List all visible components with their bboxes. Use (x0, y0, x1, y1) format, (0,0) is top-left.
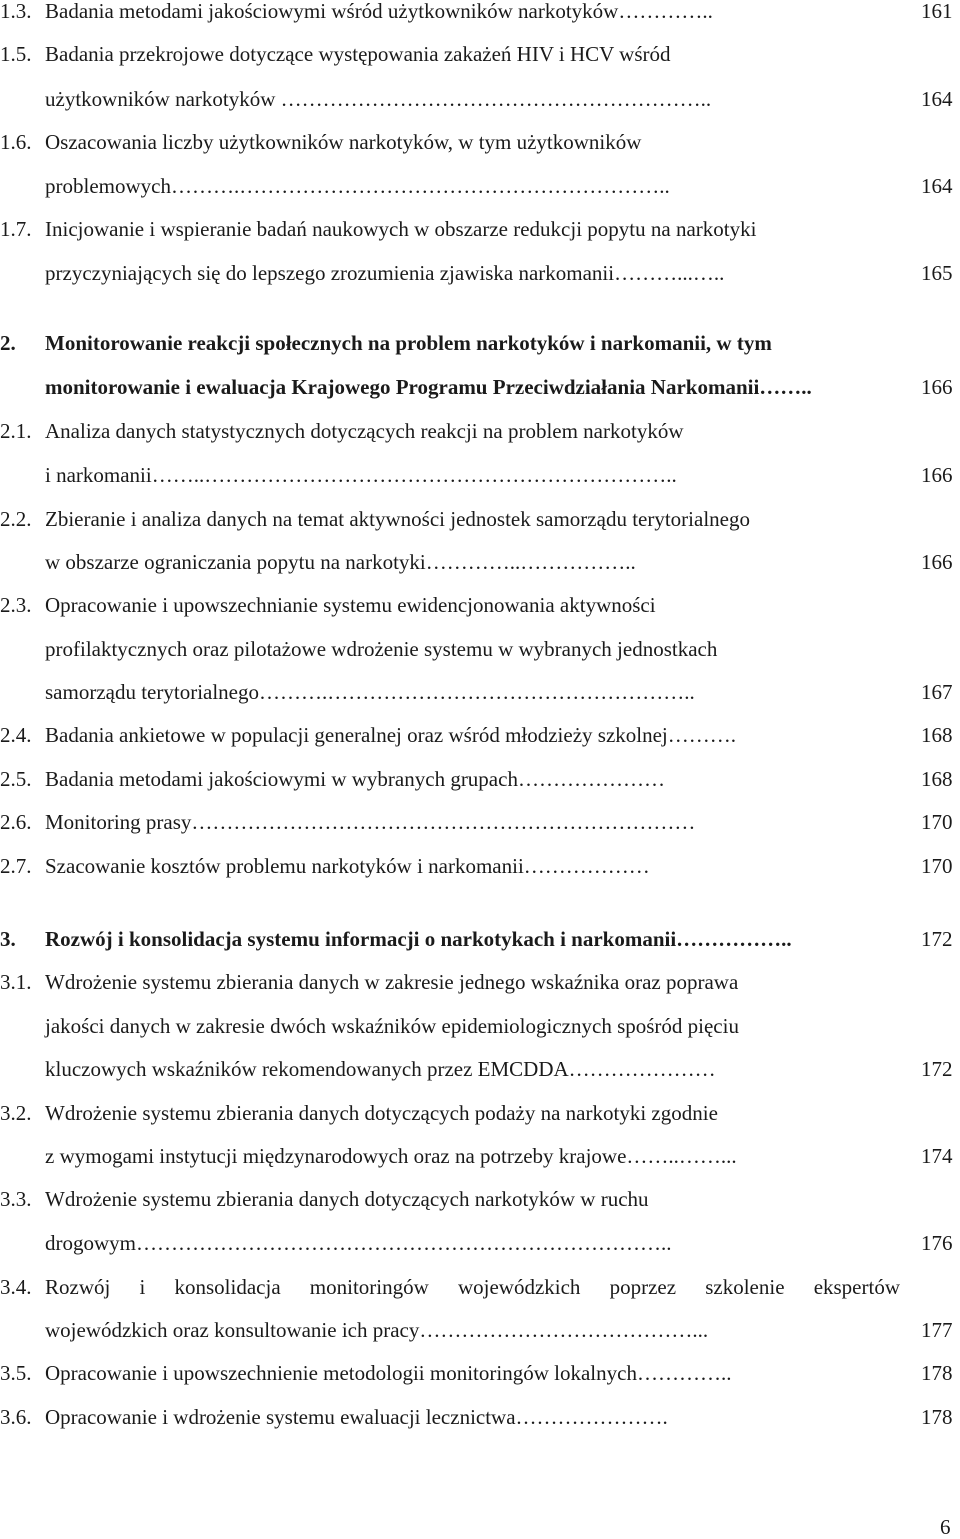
toc-entry-number: 3.1. (0, 970, 32, 994)
toc-entry-2-2 (0, 504, 960, 534)
toc-entry-title: profilaktycznych oraz pilotażowe wdrożenie systemu w wybranych jednostkach (45, 637, 718, 661)
toc-entry-number: 3. (0, 927, 16, 951)
toc-entry-title: Rozwój i konsolidacja systemu informacji o narkotykach i narkomanii…………….. (45, 927, 792, 951)
toc-entry-title: Inicjowanie i wspieranie badań naukowych w obszarze redukcji popytu na narkotyki (45, 217, 757, 241)
toc-entry-number: 1.5. (0, 42, 32, 66)
toc-entry-3-3-cont (0, 1228, 960, 1258)
toc-entry-3-5 (0, 1358, 960, 1388)
toc-entry-1-3 (0, 0, 960, 26)
toc-entry-title: Monitoring prasy……………………………………………………………… (45, 810, 696, 834)
toc-entry-3-1-cont2 (0, 1054, 960, 1084)
toc-entry-3-1-cont (0, 1011, 960, 1041)
toc-entry-page: 178 (921, 1361, 953, 1385)
toc-entry-1-6-cont (0, 171, 960, 201)
toc-entry-1-5-cont (0, 84, 960, 114)
toc-entry-page: 168 (921, 767, 953, 791)
toc-entry-title: i narkomanii……..………………………………………………………….. (45, 463, 677, 487)
toc-entry-title: Oszacowania liczby użytkowników narkotyków, w tym użytkowników (45, 130, 642, 154)
toc-entry-page: 165 (921, 261, 953, 285)
toc-entry-number: 2.3. (0, 593, 32, 617)
toc-entry-page: 166 (921, 375, 953, 399)
toc-entry-number: 3.6. (0, 1405, 32, 1429)
toc-entry-3-2-cont (0, 1141, 960, 1171)
toc-entry-3-4 (0, 1272, 960, 1302)
toc-entry-number: 2. (0, 331, 16, 355)
toc-entry-number: 2.7. (0, 854, 32, 878)
toc-entry-title: jakości danych w zakresie dwóch wskaźników epidemiologicznych spośród pięciu (45, 1014, 739, 1038)
toc-entry-number: 2.2. (0, 507, 32, 531)
toc-entry-title: Rozwój i konsolidacja monitoringów wojewódzkich poprzez szkolenie ekspertów (45, 1275, 900, 1299)
toc-entry-number: 1.6. (0, 130, 32, 154)
toc-entry-title: Badania metodami jakościowymi wśród użytkowników narkotyków………….. (45, 0, 713, 23)
toc-entry-1-6 (0, 127, 960, 157)
toc-entry-title: kluczowych wskaźników rekomendowanych przez EMCDDA………………… (45, 1057, 716, 1081)
toc-entry-title: Zbieranie i analiza danych na temat aktywności jednostek samorządu terytorialnego (45, 507, 750, 531)
toc-entry-title: samorządu terytorialnego……….…………………………………………….. (45, 680, 695, 704)
toc-entry-2-2-cont (0, 547, 960, 577)
toc-entry-page: 168 (921, 723, 953, 747)
toc-entry-title: Monitorowanie reakcji społecznych na problem narkotyków i narkomanii, w tym (45, 331, 772, 355)
page-number: 6 (940, 1515, 951, 1539)
toc-entry-2-3-cont2 (0, 677, 960, 707)
toc-entry-page: 166 (921, 463, 953, 487)
toc-entry-title: Wdrożenie systemu zbierania danych dotyczących narkotyków w ruchu (45, 1187, 649, 1211)
toc-entry-3-4-cont (0, 1315, 960, 1345)
toc-entry-page: 177 (921, 1318, 953, 1342)
toc-entry-3-3 (0, 1184, 960, 1214)
toc-entry-2-3 (0, 590, 960, 620)
toc-entry-title: drogowym………………………………………………………………….. (45, 1231, 672, 1255)
toc-entry-page: 176 (921, 1231, 953, 1255)
toc-entry-number: 3.2. (0, 1101, 32, 1125)
toc-entry-title: monitorowanie i ewaluacja Krajowego Programu Przeciwdziałania Narkomanii…….. (45, 375, 812, 399)
toc-entry-title: wojewódzkich oraz konsultowanie ich pracy…………………………………... (45, 1318, 709, 1342)
toc-entry-title: Opracowanie i upowszechnienie metodologii monitoringów lokalnych………….. (45, 1361, 732, 1385)
toc-entry-3-2 (0, 1098, 960, 1128)
toc-entry-page: 166 (921, 550, 953, 574)
toc-entry-number: 2.5. (0, 767, 32, 791)
toc-entry-page: 174 (921, 1144, 953, 1168)
toc-entry-title: Opracowanie i wdrożenie systemu ewaluacji lecznictwa…………………. (45, 1405, 668, 1429)
toc-entry-2-4 (0, 720, 960, 750)
toc-entry-number: 1.3. (0, 0, 32, 23)
toc-entry-title: użytkowników narkotyków …………………………………………………….. (45, 87, 712, 111)
toc-entry-title: Badania metodami jakościowymi w wybranych grupach………………… (45, 767, 665, 791)
toc-entry-title: Badania przekrojowe dotyczące występowania zakażeń HIV i HCV wśród (45, 42, 671, 66)
toc-entry-number: 2.6. (0, 810, 32, 834)
toc-entry-page: 164 (921, 87, 953, 111)
toc-entry-page: 178 (921, 1405, 953, 1429)
toc-entry-page: 170 (921, 810, 953, 834)
toc-entry-number: 2.4. (0, 723, 32, 747)
toc-entry-2-1-cont (0, 460, 960, 490)
toc-entry-number: 3.3. (0, 1187, 32, 1211)
toc-entry-title: z wymogami instytucji międzynarodowych oraz na potrzeby krajowe……..……... (45, 1144, 737, 1168)
toc-entry-number: 2.1. (0, 419, 32, 443)
toc-entry-3 (0, 924, 960, 954)
toc-entry-title: Badania ankietowe w populacji generalnej oraz wśród młodzieży szkolnej………. (45, 723, 737, 747)
toc-entry-3-1 (0, 967, 960, 997)
toc-entry-title: Wdrożenie systemu zbierania danych w zakresie jednego wskaźnika oraz poprawa (45, 970, 739, 994)
toc-entry-title: w obszarze ograniczania popytu na narkotyki…………..…………….. (45, 550, 636, 574)
toc-entry-title: Opracowanie i upowszechnianie systemu ewidencjonowania aktywności (45, 593, 656, 617)
toc-entry-page: 170 (921, 854, 953, 878)
toc-entry-page: 164 (921, 174, 953, 198)
toc-entry-number: 3.5. (0, 1361, 32, 1385)
toc-entry-1-5 (0, 39, 960, 69)
toc-entry-title: Szacowanie kosztów problemu narkotyków i narkomanii……………… (45, 854, 650, 878)
toc-entry-1-7 (0, 214, 960, 244)
toc-entry-number: 3.4. (0, 1275, 32, 1299)
toc-entry-number: 1.7. (0, 217, 32, 241)
toc-entry-2-6 (0, 807, 960, 837)
toc-entry-page: 167 (921, 680, 953, 704)
toc-entry-title: problemowych……….…………………………………………………….. (45, 174, 670, 198)
toc-entry-2 (0, 328, 960, 358)
toc-entry-2-3-cont (0, 634, 960, 664)
toc-entry-1-7-cont (0, 258, 960, 288)
toc-entry-page: 172 (921, 1057, 953, 1081)
toc-entry-2-cont (0, 372, 960, 402)
toc-entry-title: Analiza danych statystycznych dotyczących reakcji na problem narkotyków (45, 419, 684, 443)
toc-entry-2-1 (0, 416, 960, 446)
toc-entry-3-6 (0, 1402, 960, 1432)
toc-entry-2-7 (0, 851, 960, 881)
toc-entry-2-5 (0, 764, 960, 794)
toc-entry-page: 172 (921, 927, 953, 951)
toc-entry-title: przyczyniających się do lepszego zrozumienia zjawiska narkomanii………...….. (45, 261, 725, 285)
toc-entry-title: Wdrożenie systemu zbierania danych dotyczących podaży na narkotyki zgodnie (45, 1101, 718, 1125)
toc-entry-page: 161 (921, 0, 953, 23)
